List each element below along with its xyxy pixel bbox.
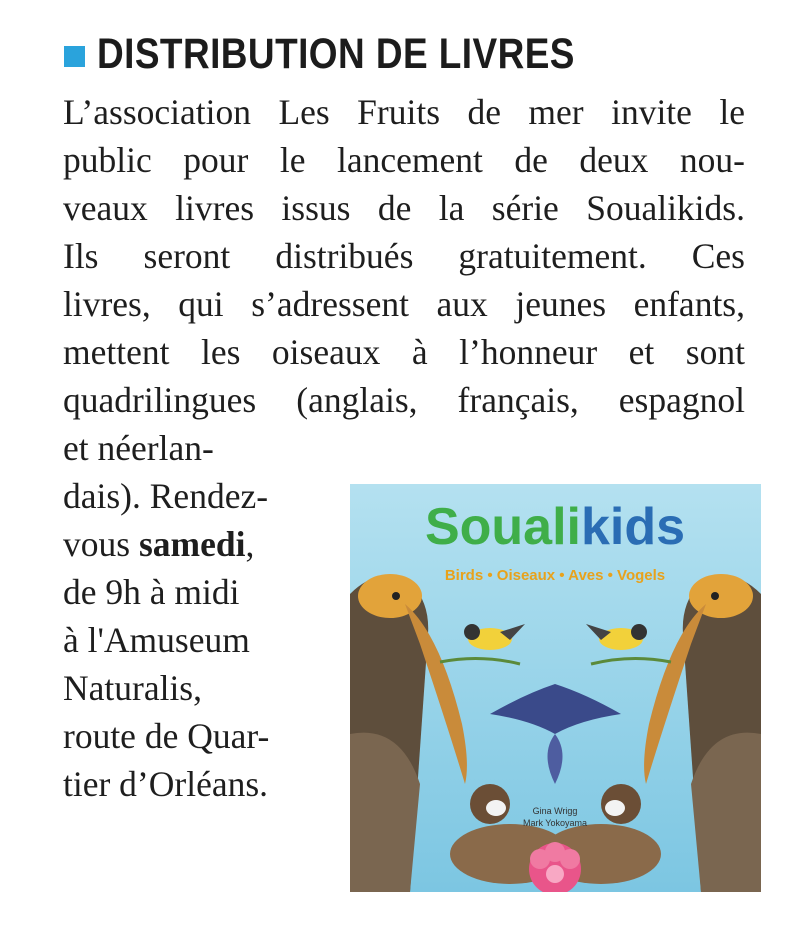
body-line: à l'Amuseum bbox=[63, 620, 250, 660]
cover-author-2: Mark Yokoyama bbox=[522, 818, 588, 828]
body-line-text: vous bbox=[63, 524, 139, 564]
headline-text: DISTRIBUTION DE LIVRES bbox=[97, 30, 575, 78]
body-line: Ils seront distribués gratuitement. Ces bbox=[63, 236, 745, 276]
cover-title: Soualikids bbox=[424, 498, 686, 556]
body-line-with-bold bbox=[63, 520, 254, 568]
body-line: route de Quar- bbox=[63, 716, 270, 756]
body-line: mettent les oiseaux à l’honneur et sont bbox=[63, 332, 745, 372]
body-line: veaux livres issus de la série Soualikids. bbox=[63, 188, 745, 228]
cover-author-1: Gina Wrigg bbox=[532, 806, 578, 816]
body-line: livres, qui s’adressent aux jeunes enfants, bbox=[63, 284, 745, 324]
body-line: quadrilingues (anglais, français, espagnol bbox=[63, 380, 745, 420]
headline bbox=[64, 30, 653, 79]
body-line: tier d’Orléans. bbox=[63, 764, 269, 804]
book-cover-image bbox=[350, 484, 761, 892]
body-line-comma: , bbox=[245, 524, 255, 564]
cover-subtitle: Birds • Oiseaux • Aves • Vogels bbox=[444, 567, 666, 584]
book-cover-illustration bbox=[350, 484, 761, 892]
body-line: et néerlan- bbox=[63, 428, 214, 468]
body-line: Naturalis, bbox=[63, 668, 203, 708]
body-line: de 9h à midi bbox=[63, 572, 240, 612]
bold-day: samedi bbox=[138, 524, 246, 564]
body-line: L’association Les Fruits de mer invite le bbox=[63, 92, 745, 132]
headline-bullet-icon bbox=[64, 46, 85, 67]
body-line: public pour le lancement de deux nou- bbox=[63, 140, 745, 180]
body-line: dais). Rendez- bbox=[63, 476, 269, 516]
